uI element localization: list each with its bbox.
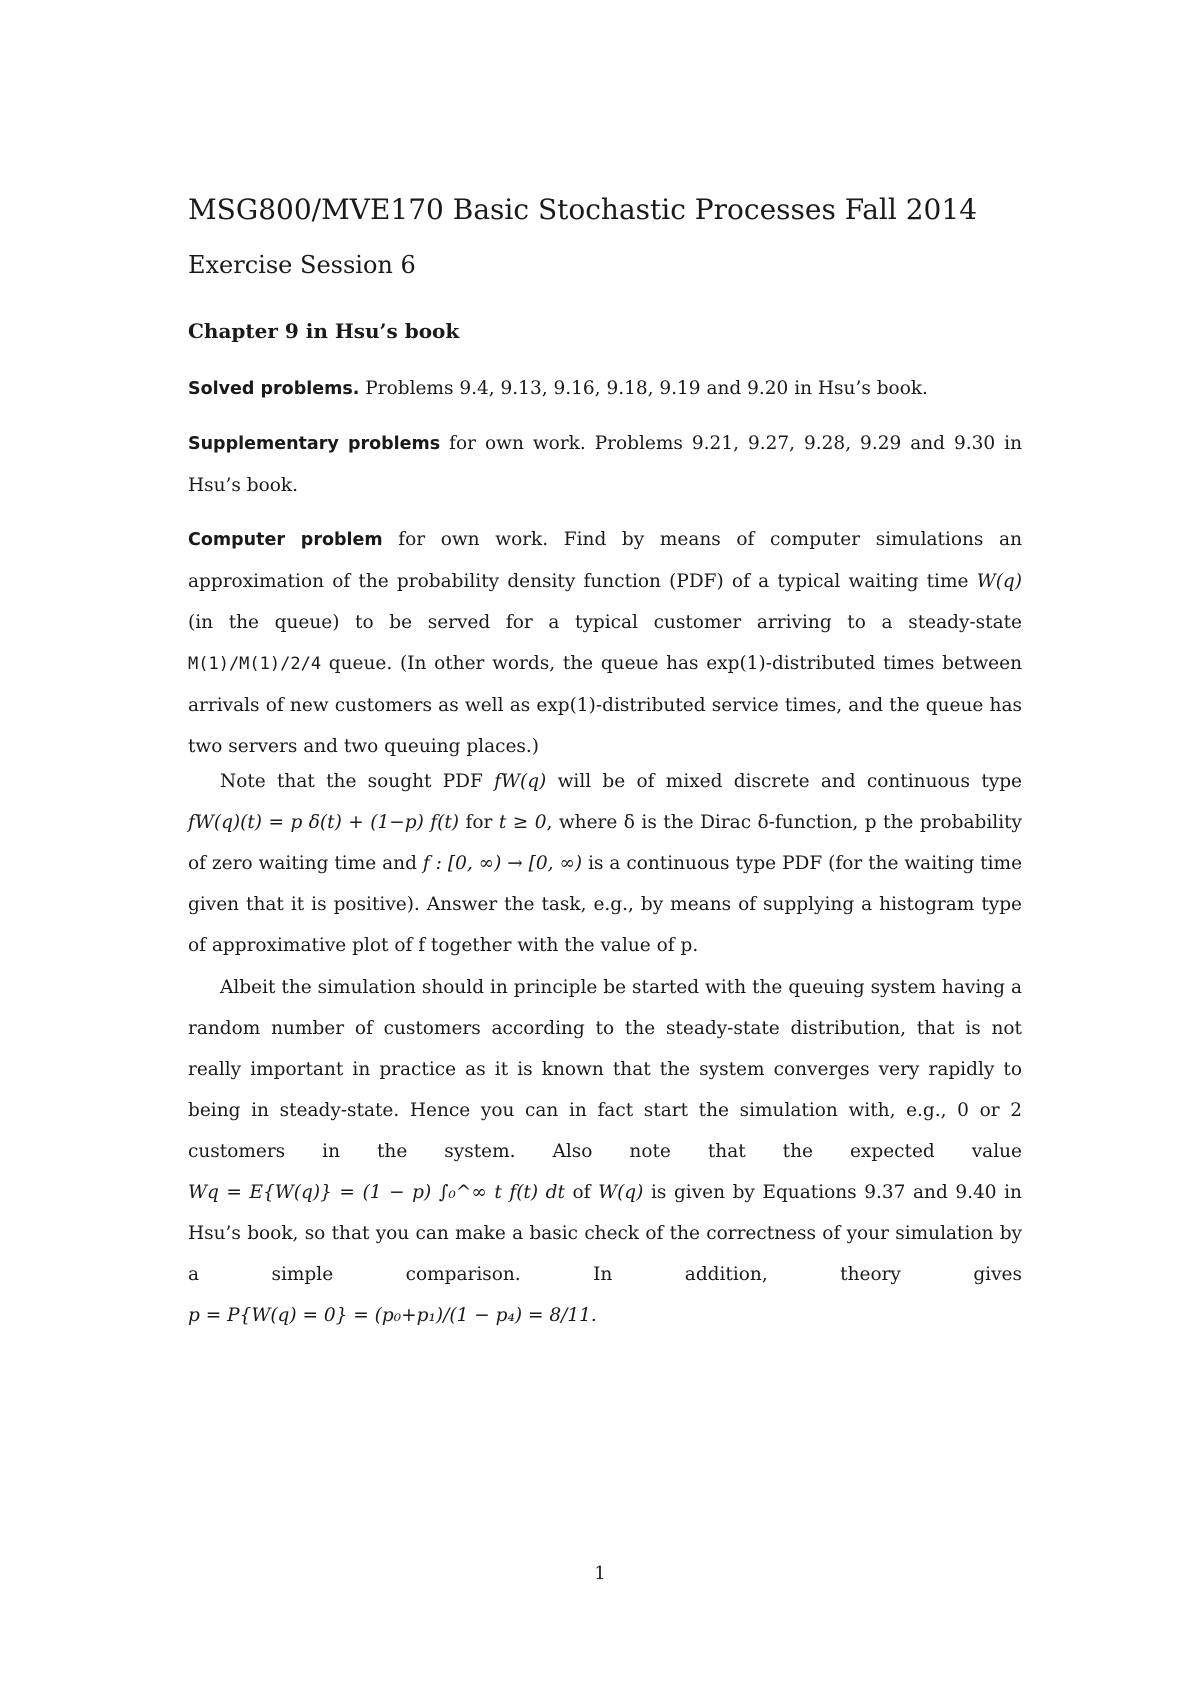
pdf-symbol: fW(q) <box>494 771 547 792</box>
note-text-c: for <box>465 812 493 833</box>
waiting-time-symbol-2: W(q) <box>598 1182 644 1203</box>
function-mapping: f : [0, ∞) → [0, ∞) <box>422 853 583 874</box>
solved-problems-paragraph <box>188 368 1022 410</box>
supplementary-problems-lead: Supplementary problems <box>188 434 441 454</box>
note-text-e: is a continuous type PDF (for the waiting time given that it is positive). Answer the task, e.g., by means of supplying a histogram type of approximative plot of f together with the value of p. <box>188 853 1023 956</box>
computer-problem-text-b: (in the queue) to be served for a typical customer arriving to a steady-state <box>188 612 1022 633</box>
albeit-text-a: Albeit the simulation should in principle be started with the queuing system having a random number of customers according to the steady-state distribution, that is not really important in practice as it is known that the system converges very rapidly to being in steady-state. Hence you can in fact start the simulation with, e.g., 0 or 2 customers in the system. Also note that the expected value <box>188 977 1022 1162</box>
supplementary-problems-paragraph <box>188 423 1022 506</box>
chapter-heading: Chapter 9 in Hsu’s book <box>188 319 460 343</box>
solved-problems-text: Problems 9.4, 9.13, 9.16, 9.18, 9.19 and 9.20 in Hsu’s book. <box>365 378 928 399</box>
page-number: 1 <box>594 1563 606 1584</box>
solved-problems-lead: Solved problems. <box>188 379 360 399</box>
note-text-a: Note that the sought PDF <box>220 771 483 792</box>
waiting-time-symbol: W(q) <box>976 571 1022 592</box>
time-condition: t ≥ 0 <box>498 812 547 833</box>
queue-spec: M(1)/M(1)/2/4 <box>188 654 322 674</box>
document-title: MSG800/MVE170 Basic Stochastic Processes Fall 2014 <box>188 193 978 226</box>
albeit-paragraph <box>188 967 1022 1336</box>
pdf-formula: fW(q)(t) = p δ(t) + (1−p) f(t) <box>188 812 459 833</box>
note-text-d: , where δ is the Dirac δ-function, p the probability of zero waiting time and <box>188 812 1023 874</box>
note-paragraph <box>188 761 1022 966</box>
supplementary-problems-text: for own work. Problems 9.21, 9.27, 9.28, 9.29 and 9.30 in Hsu’s book. <box>188 433 1022 496</box>
albeit-text-c: is given by Equations 9.37 and 9.40 in Hsu’s book, so that you can make a basic check of the correctness of your simulation by a simple comparison. In addition, theory gives <box>188 1182 1022 1285</box>
note-text-b: will be of mixed discrete and continuous type <box>557 771 1022 792</box>
computer-problem-lead: Computer problem <box>188 530 383 550</box>
albeit-text-b: of <box>572 1182 591 1203</box>
probability-formula: p = P{W(q) = 0} = (p₀+p₁)/(1 − p₄) = 8/11. <box>188 1305 597 1326</box>
computer-problem-paragraph <box>188 519 1022 767</box>
expected-value-formula: Wq = E{W(q)} = (1 − p) ∫₀^∞ t f(t) dt <box>188 1182 565 1203</box>
computer-problem-text-a: for own work. Find by means of computer simulations an approximation of the probability density function (PDF) of a typical waiting time <box>188 529 1022 592</box>
computer-problem-text-c: queue. (In other words, the queue has exp(1)-distributed times between arrivals of new customers as well as exp(1)-distributed service times, and the queue has two servers and two queuing places.) <box>188 653 1022 757</box>
document-subtitle: Exercise Session 6 <box>188 251 416 279</box>
